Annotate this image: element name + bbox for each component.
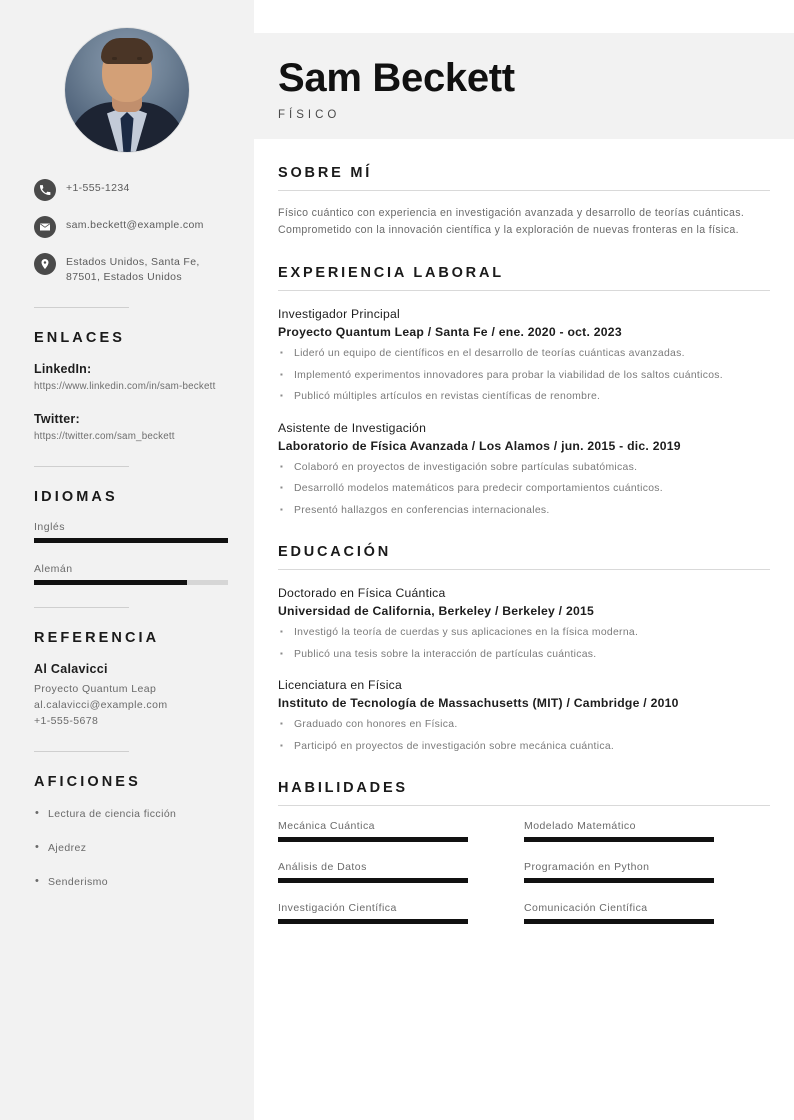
divider-languages bbox=[34, 466, 129, 467]
section-heading-languages: IDIOMAS bbox=[34, 489, 118, 505]
skill-level-track bbox=[524, 837, 714, 842]
section-heading-skills: HABILIDADES bbox=[278, 780, 770, 806]
education-subtitle: Instituto de Tecnología de Massachusetts (MIT) / Cambridge / 2010 bbox=[278, 696, 679, 710]
skill-level-fill bbox=[524, 837, 714, 842]
list-item: ▪ Presentó hallazgos en conferencias internacionales. bbox=[278, 503, 770, 519]
skill-item bbox=[524, 820, 770, 842]
portrait-hair bbox=[101, 38, 153, 64]
location-pin-icon bbox=[34, 253, 56, 275]
skill-level-track bbox=[278, 878, 468, 883]
language-level-track bbox=[34, 580, 228, 585]
language-name: Inglés bbox=[34, 521, 66, 533]
education-entry bbox=[278, 586, 770, 662]
experience-title: Asistente de Investigación bbox=[278, 420, 427, 435]
contact-email-value: sam.beckett@example.com bbox=[66, 219, 204, 231]
avatar bbox=[65, 28, 189, 152]
education-entry bbox=[278, 678, 770, 754]
skill-level-fill bbox=[278, 837, 468, 842]
skill-level-fill bbox=[524, 878, 714, 883]
main-content bbox=[254, 0, 794, 1120]
reference-email[interactable]: al.calavicci@example.com bbox=[34, 699, 168, 711]
skill-name: Mecánica Cuántica bbox=[278, 820, 375, 832]
section-heading-experience: EXPERIENCIA LABORAL bbox=[278, 265, 770, 291]
contact-phone[interactable] bbox=[34, 178, 230, 201]
list-item: • Ajedrez bbox=[34, 840, 228, 856]
section-heading-hobbies: AFICIONES bbox=[34, 774, 141, 790]
divider-hobbies bbox=[34, 751, 129, 752]
divider-links bbox=[34, 307, 129, 308]
envelope-icon bbox=[34, 216, 56, 238]
section-about bbox=[254, 165, 794, 239]
languages-list bbox=[0, 521, 254, 585]
portrait-eye-left bbox=[112, 57, 117, 60]
contact-phone-value: +1-555-1234 bbox=[66, 182, 130, 194]
language-level-fill bbox=[34, 580, 187, 585]
section-heading-reference: REFERENCIA bbox=[34, 630, 160, 646]
reference-block bbox=[0, 662, 254, 729]
reference-phone[interactable]: +1-555-5678 bbox=[34, 715, 99, 727]
experience-subtitle: Laboratorio de Física Avanzada / Los Alamos / jun. 2015 - dic. 2019 bbox=[278, 438, 681, 453]
name-banner bbox=[254, 33, 794, 139]
language-name: Alemán bbox=[34, 563, 73, 575]
section-heading-links: ENLACES bbox=[34, 330, 125, 346]
experience-entry bbox=[278, 421, 770, 519]
skill-item bbox=[524, 902, 770, 924]
skill-item bbox=[278, 820, 524, 842]
education-title: Licenciatura en Física bbox=[278, 678, 403, 692]
reference-company: Proyecto Quantum Leap bbox=[34, 683, 157, 695]
skill-name: Investigación Científica bbox=[278, 902, 397, 914]
link-label-linkedin: LinkedIn: bbox=[34, 362, 92, 376]
list-item: ▪ Colaboró en proyectos de investigación sobre partículas subatómicas. bbox=[278, 460, 770, 476]
list-item: ▪ Desarrolló modelos matemáticos para predecir comportamientos cuánticos. bbox=[278, 481, 770, 497]
skills-grid bbox=[278, 820, 770, 943]
skill-name: Análisis de Datos bbox=[278, 861, 367, 873]
profile-photo-container bbox=[0, 0, 254, 152]
skill-level-fill bbox=[278, 919, 468, 924]
skill-level-track bbox=[278, 919, 468, 924]
list-item: • Lectura de ciencia ficción bbox=[34, 806, 228, 822]
contact-address[interactable] bbox=[34, 252, 230, 285]
contact-email[interactable] bbox=[34, 215, 230, 238]
list-item: ▪ Graduado con honores en Física. bbox=[278, 717, 770, 733]
divider-reference bbox=[34, 607, 129, 608]
skill-item bbox=[278, 902, 524, 924]
education-title: Doctorado en Física Cuántica bbox=[278, 586, 446, 600]
phone-icon bbox=[34, 179, 56, 201]
page-title: Sam Beckett bbox=[278, 56, 515, 100]
section-heading-about: SOBRE MÍ bbox=[278, 165, 770, 191]
section-experience bbox=[254, 265, 794, 518]
about-text: Físico cuántico con experiencia en investigación avanzada y desarrollo de teorías cuánticas. Comprometido con la innovación científica y la exploración de nuevas fronteras en la física. bbox=[278, 207, 745, 236]
list-item: ▪ Implementó experimentos innovadores para probar la viabilidad de los saltos cuánticos. bbox=[278, 368, 770, 384]
experience-title: Investigador Principal bbox=[278, 307, 401, 321]
section-education bbox=[254, 544, 794, 754]
skill-item bbox=[524, 861, 770, 883]
skill-item bbox=[278, 861, 524, 883]
list-item: ▪ Investigó la teoría de cuerdas y sus aplicaciones en la física moderna. bbox=[278, 625, 770, 641]
link-url-twitter[interactable]: https://twitter.com/sam_beckett bbox=[34, 431, 175, 442]
skill-level-track bbox=[278, 837, 468, 842]
language-level-fill bbox=[34, 538, 228, 543]
link-label-twitter: Twitter: bbox=[34, 412, 80, 426]
list-item: • Senderismo bbox=[34, 874, 228, 890]
contact-list bbox=[0, 178, 254, 285]
skill-level-fill bbox=[524, 919, 714, 924]
section-heading-education: EDUCACIÓN bbox=[278, 544, 770, 570]
list-item: ▪ Participó en proyectos de investigación sobre mecánica cuántica. bbox=[278, 739, 770, 755]
section-skills bbox=[254, 780, 794, 943]
list-item: ▪ Publicó múltiples artículos en revistas científicas de renombre. bbox=[278, 389, 770, 405]
experience-entry bbox=[278, 307, 770, 405]
skill-name: Modelado Matemático bbox=[524, 820, 636, 832]
list-item: ▪ Publicó una tesis sobre la interacción de partículas cuánticas. bbox=[278, 647, 770, 663]
hobbies-list bbox=[0, 806, 254, 890]
skill-name: Comunicación Científica bbox=[524, 902, 648, 914]
skill-level-fill bbox=[278, 878, 468, 883]
link-url-linkedin[interactable]: https://www.linkedin.com/in/sam-beckett bbox=[34, 381, 216, 392]
language-level-track bbox=[34, 538, 228, 543]
language-item bbox=[34, 563, 228, 585]
list-item: ▪ Lideró un equipo de científicos en el desarrollo de teorías cuánticas avanzadas. bbox=[278, 346, 770, 362]
portrait-eye-right bbox=[137, 57, 142, 60]
reference-name: Al Calavicci bbox=[34, 662, 108, 676]
links-list bbox=[0, 362, 254, 444]
education-subtitle: Universidad de California, Berkeley / Berkeley / 2015 bbox=[278, 604, 595, 618]
job-role: FÍSICO bbox=[278, 109, 341, 121]
language-item bbox=[34, 521, 228, 543]
sidebar bbox=[0, 0, 254, 1120]
skill-name: Programación en Python bbox=[524, 861, 650, 873]
experience-subtitle: Proyecto Quantum Leap / Santa Fe / ene. 2020 - oct. 2023 bbox=[278, 325, 622, 339]
contact-address-value: Estados Unidos, Santa Fe, 87501, Estados Unidos bbox=[66, 256, 200, 283]
skill-level-track bbox=[524, 919, 714, 924]
skill-level-track bbox=[524, 878, 714, 883]
